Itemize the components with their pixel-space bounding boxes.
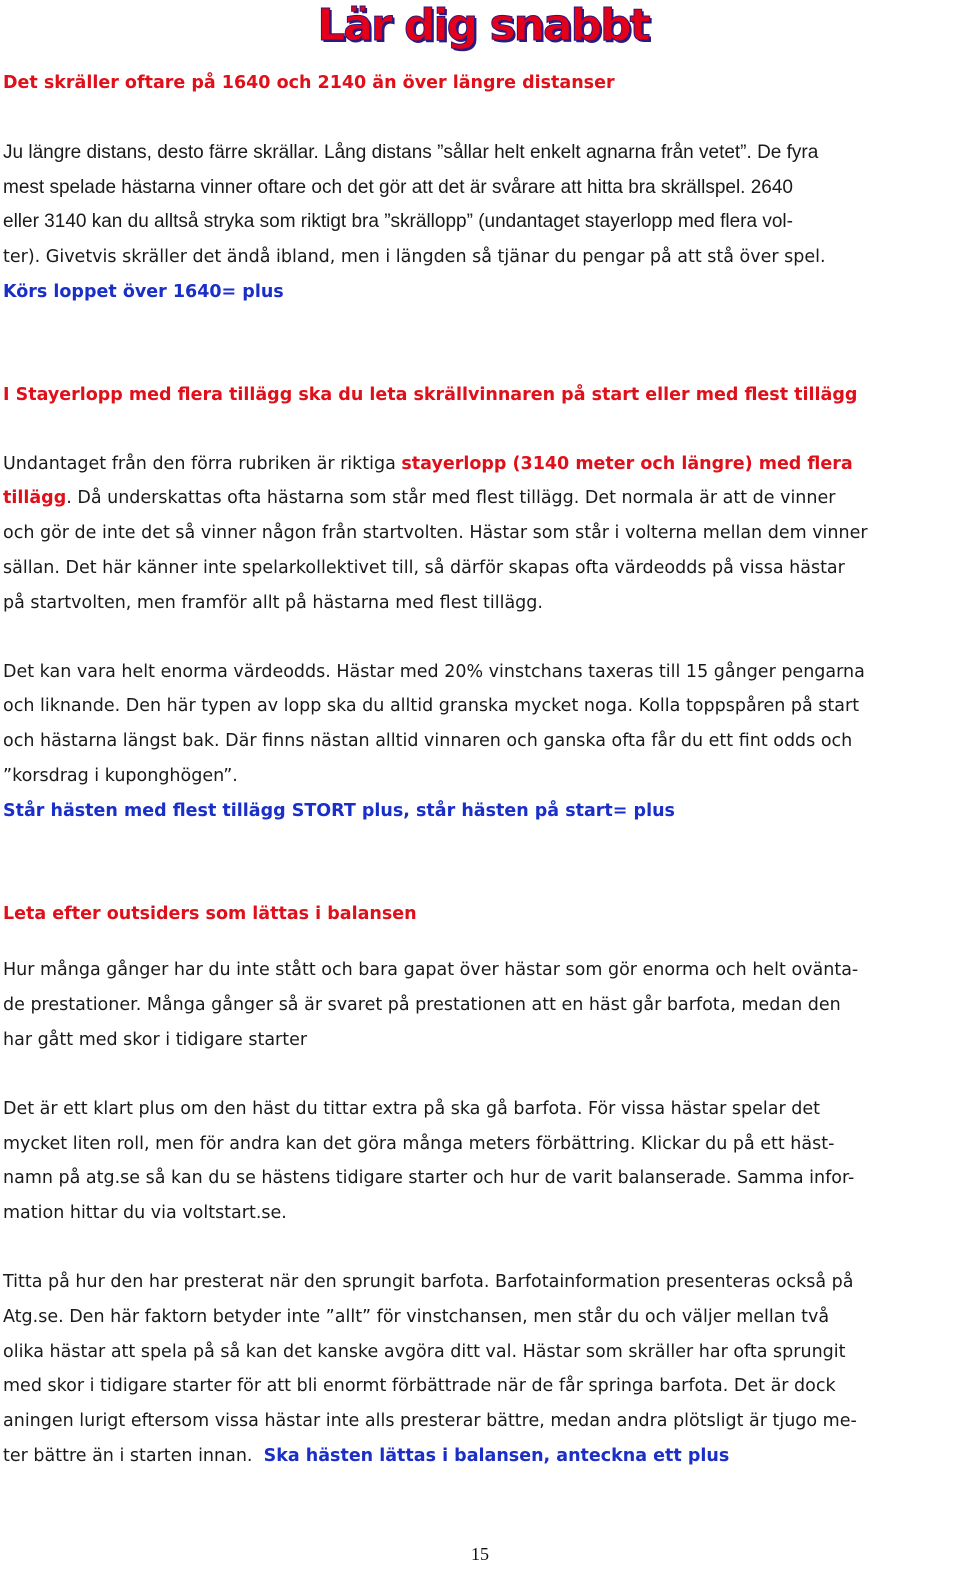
paragraph-stayerlopp <box>3 447 951 621</box>
text-line: de prestationer. Många gånger så är svaret på prestationen att en häst går barfota, medan den <box>3 995 841 1016</box>
text-line: och gör de inte det så vinner någon från startvolten. Hästar som står i volterna mellan dem vinner <box>3 523 868 544</box>
text-line: och hästarna längst bak. Där finns nästan alltid vinnaren och ganska ofta får du ett fint odds och <box>3 731 853 752</box>
text-line: Atg.se. Den här faktorn betyder inte ”allt” för vinstchansen, men står du och väljer mellan två <box>3 1306 830 1327</box>
tip-balans: Ska hästen lättas i balansen, anteckna ett plus <box>263 1445 730 1466</box>
text-line <box>3 1439 951 1474</box>
highlight-stayerlopp: stayerlopp (3140 meter och längre) med flera <box>401 453 853 474</box>
heading-skraller-distans: Det skräller oftare på 1640 och 2140 än över längre distanser <box>3 73 615 93</box>
tip-distans: Körs loppet över 1640= plus <box>3 281 284 302</box>
text-line: Hur många gånger har du inte stått och bara gapat över hästar som gör enorma och helt oväntа- <box>3 960 859 981</box>
text-line <box>3 481 951 516</box>
highlight-tillagg: tillägg <box>3 488 67 509</box>
text-line: aningen lurigt eftersom vissa hästar inte alls presterar bättre, medan andra plötsligt är tjugo me- <box>3 1411 857 1432</box>
text-line: mation hittar du via voltstart.se. <box>3 1203 287 1224</box>
text-line: på startvolten, men framför allt på hästarna med flest tillägg. <box>3 592 543 613</box>
tip-stayerlopp: Står hästen med flest tillägg STORT plus, står hästen på start= plus <box>3 800 675 821</box>
text-span: Undantaget från den förra rubriken är riktiga <box>3 453 402 474</box>
text-line: namn på atg.se så kan du se hästens tidigare starter och hur de varit balanserade. Samma infor- <box>3 1168 855 1189</box>
text-line: Ju längre distans, desto färre skrällar. Lång distans ”sållar helt enkelt agnarna från vetet”. De fyra <box>3 141 819 163</box>
text-line: sällan. Det här känner inte spelarkollektivet till, så därför skapas ofta värdeodds på vissa hästar <box>3 557 845 578</box>
text-line: eller 3140 kan du alltså stryka som riktigt bra ”skrällopp” (undantaget stayerlopp med flera vol- <box>3 211 793 233</box>
text-line: Det är ett klart plus om den häst du tittar extra på ska gå barfota. För vissa hästar spelar det <box>3 1098 820 1119</box>
text-line: ”korsdrag i kuponghögen”. <box>3 765 238 786</box>
text-line: och liknande. Den här typen av lopp ska du alltid granska mycket noga. Kolla toppspåren på start <box>3 696 860 717</box>
text-line: med skor i tidigare starter för att bli enormt förbättrade när de får springa barfota. Det är dock <box>3 1376 836 1397</box>
paragraph-distans <box>3 136 951 310</box>
page-content <box>3 64 951 1474</box>
text-line: ter). Givetvis skräller det ändå ibland, men i längden så tjänar du pengar på att stå över spel. <box>3 247 826 268</box>
text-line: har gått med skor i tidigare starter <box>3 1029 308 1050</box>
paragraph-barfota-info <box>3 1265 951 1474</box>
text-span: ter bättre än i starten innan. <box>3 1445 264 1466</box>
logo-title: Lär dig snabbt <box>317 0 649 51</box>
heading-stayerlopp: I Stayerlopp med flera tillägg ska du leta skrällvinnaren på start eller med flest tillägg <box>3 384 858 405</box>
text-line: Det kan vara helt enorma värdeodds. Hästar med 20% vinstchans taxeras till 15 gånger pengarna <box>3 661 865 682</box>
text-line: mest spelade hästarna vinner oftare och det gör att det är svårare att hitta bra skrällspel. 2640 <box>3 176 793 198</box>
text-span: . Då underskattas ofta hästarna som står med flest tillägg. Det normala är att de vinner <box>66 488 836 509</box>
paragraph-barfota-intro <box>3 953 951 1057</box>
paragraph-barfota-plus <box>3 1092 951 1231</box>
text-line <box>3 447 951 482</box>
heading-outsiders: Leta efter outsiders som lättas i balansen <box>3 903 417 924</box>
paragraph-vardeodds <box>3 655 951 829</box>
text-line: olika hästar att spela på så kan det kanske avgöra ditt val. Hästar som skräller har ofta sprungit <box>3 1341 846 1362</box>
text-line: mycket liten roll, men för andra kan det göra många meters förbättring. Klickar du på ett häst- <box>3 1133 835 1154</box>
page-number: 15 <box>471 1544 489 1564</box>
text-line: Titta på hur den har presterat när den sprungit barfota. Barfotainformation presenteras också på <box>3 1271 854 1292</box>
